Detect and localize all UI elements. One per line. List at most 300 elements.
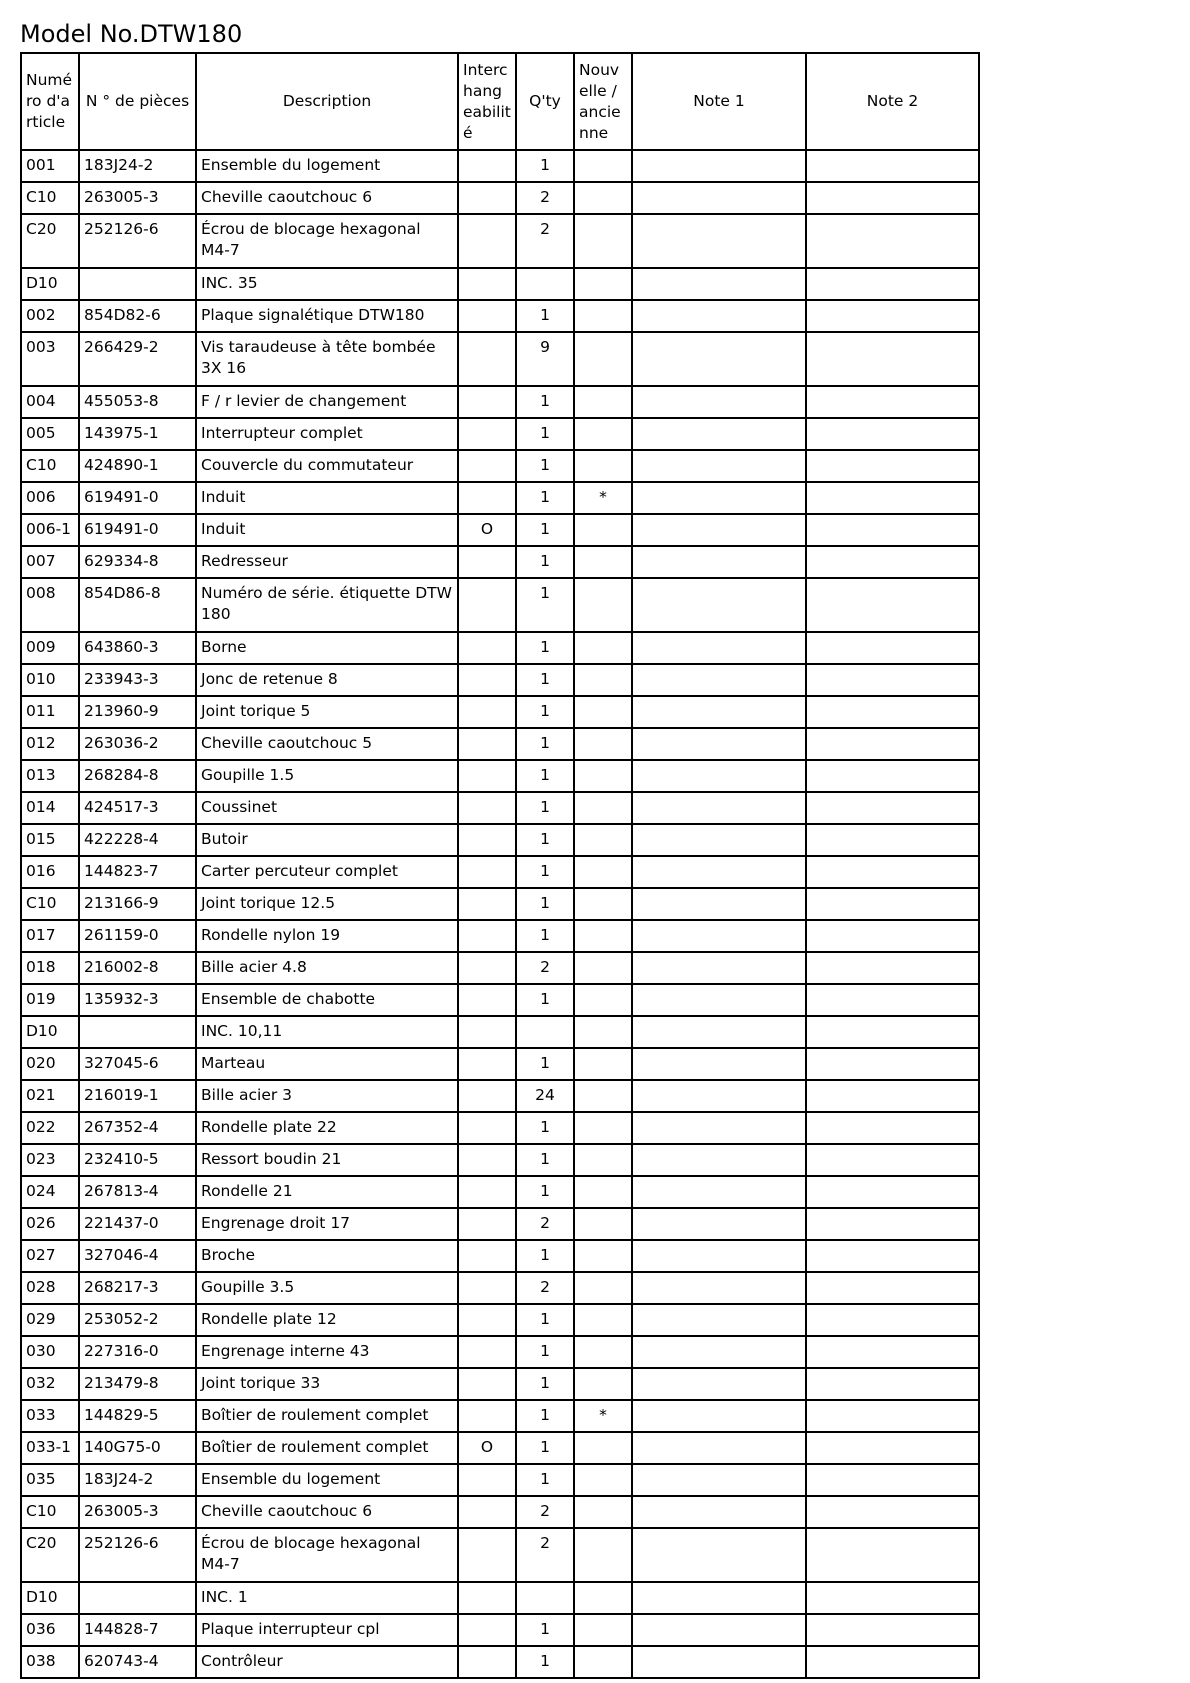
cell-quantity: 1: [516, 150, 574, 182]
cell-note-2: [806, 1432, 979, 1464]
cell-note-1: [632, 300, 806, 332]
cell-interchangeability: [458, 300, 516, 332]
cell-item-number: 005: [21, 418, 79, 450]
cell-interchangeability: [458, 696, 516, 728]
cell-item-number: 001: [21, 150, 79, 182]
table-row: [21, 1400, 979, 1432]
cell-item-number: D10: [21, 1016, 79, 1048]
cell-new-old: [574, 760, 632, 792]
cell-part-number: 252126-6: [79, 1528, 196, 1582]
cell-description: Boîtier de roulement complet: [196, 1432, 458, 1464]
header-part-number: N ° de pièces: [79, 53, 196, 150]
cell-note-1: [632, 824, 806, 856]
table-row: [21, 214, 979, 268]
cell-note-2: [806, 332, 979, 386]
table-row: [21, 1240, 979, 1272]
cell-note-2: [806, 728, 979, 760]
table-row: [21, 1112, 979, 1144]
cell-quantity: 1: [516, 824, 574, 856]
cell-description: Vis taraudeuse à tête bombée 3X 16: [196, 332, 458, 386]
table-row: [21, 1432, 979, 1464]
cell-new-old: [574, 1208, 632, 1240]
cell-new-old: [574, 300, 632, 332]
cell-item-number: 006-1: [21, 514, 79, 546]
cell-note-2: [806, 760, 979, 792]
cell-note-1: [632, 450, 806, 482]
cell-new-old: [574, 1112, 632, 1144]
cell-note-1: [632, 632, 806, 664]
cell-item-number: 030: [21, 1336, 79, 1368]
cell-part-number: 135932-3: [79, 984, 196, 1016]
cell-item-number: 019: [21, 984, 79, 1016]
cell-note-2: [806, 1368, 979, 1400]
cell-new-old: [574, 332, 632, 386]
table-row: [21, 546, 979, 578]
cell-quantity: 1: [516, 450, 574, 482]
cell-part-number: 143975-1: [79, 418, 196, 450]
cell-interchangeability: [458, 920, 516, 952]
cell-description: Engrenage interne 43: [196, 1336, 458, 1368]
cell-note-1: [632, 1112, 806, 1144]
cell-note-1: [632, 664, 806, 696]
cell-interchangeability: [458, 482, 516, 514]
table-row: [21, 952, 979, 984]
cell-description: Rondelle plate 12: [196, 1304, 458, 1336]
cell-interchangeability: [458, 1176, 516, 1208]
cell-description: INC. 1: [196, 1582, 458, 1614]
cell-note-2: [806, 1272, 979, 1304]
cell-note-1: [632, 920, 806, 952]
cell-note-1: [632, 1016, 806, 1048]
cell-description: Induit: [196, 514, 458, 546]
cell-note-2: [806, 792, 979, 824]
cell-item-number: 006: [21, 482, 79, 514]
table-row: [21, 920, 979, 952]
cell-part-number: 140G75-0: [79, 1432, 196, 1464]
cell-description: Borne: [196, 632, 458, 664]
cell-new-old: [574, 1368, 632, 1400]
cell-interchangeability: [458, 1464, 516, 1496]
cell-item-number: 011: [21, 696, 79, 728]
cell-note-2: [806, 1176, 979, 1208]
cell-description: Ensemble du logement: [196, 150, 458, 182]
cell-quantity: 2: [516, 1496, 574, 1528]
cell-description: Interrupteur complet: [196, 418, 458, 450]
cell-note-2: [806, 300, 979, 332]
cell-quantity: 24: [516, 1080, 574, 1112]
cell-part-number: 267352-4: [79, 1112, 196, 1144]
cell-item-number: 027: [21, 1240, 79, 1272]
cell-new-old: [574, 1240, 632, 1272]
cell-note-2: [806, 696, 979, 728]
cell-note-2: [806, 1112, 979, 1144]
cell-description: Coussinet: [196, 792, 458, 824]
cell-interchangeability: [458, 386, 516, 418]
cell-item-number: 029: [21, 1304, 79, 1336]
cell-note-1: [632, 150, 806, 182]
cell-new-old: [574, 952, 632, 984]
cell-description: Écrou de blocage hexagonal M4-7: [196, 214, 458, 268]
cell-part-number: 183J24-2: [79, 1464, 196, 1496]
cell-part-number: 253052-2: [79, 1304, 196, 1336]
table-row: [21, 482, 979, 514]
cell-note-1: [632, 1048, 806, 1080]
cell-item-number: D10: [21, 268, 79, 300]
cell-part-number: 252126-6: [79, 214, 196, 268]
cell-interchangeability: [458, 984, 516, 1016]
cell-item-number: 028: [21, 1272, 79, 1304]
cell-interchangeability: [458, 952, 516, 984]
cell-interchangeability: O: [458, 514, 516, 546]
cell-interchangeability: [458, 1272, 516, 1304]
cell-note-2: [806, 1528, 979, 1582]
cell-note-2: [806, 856, 979, 888]
cell-note-1: [632, 1614, 806, 1646]
table-row: [21, 386, 979, 418]
cell-note-2: [806, 546, 979, 578]
cell-description: INC. 10,11: [196, 1016, 458, 1048]
cell-new-old: [574, 1272, 632, 1304]
page-title: Model No.DTW180: [20, 20, 243, 48]
cell-interchangeability: [458, 1048, 516, 1080]
cell-quantity: 1: [516, 920, 574, 952]
cell-quantity: 1: [516, 1464, 574, 1496]
cell-quantity: 1: [516, 1144, 574, 1176]
cell-interchangeability: [458, 578, 516, 632]
cell-interchangeability: O: [458, 1432, 516, 1464]
cell-interchangeability: [458, 1582, 516, 1614]
cell-part-number: 268217-3: [79, 1272, 196, 1304]
cell-item-number: 014: [21, 792, 79, 824]
cell-new-old: [574, 214, 632, 268]
cell-quantity: 1: [516, 1304, 574, 1336]
cell-item-number: 015: [21, 824, 79, 856]
cell-description: Contrôleur: [196, 1646, 458, 1678]
cell-quantity: 2: [516, 1208, 574, 1240]
cell-interchangeability: [458, 182, 516, 214]
cell-new-old: [574, 984, 632, 1016]
cell-interchangeability: [458, 824, 516, 856]
table-row: [21, 1144, 979, 1176]
table-row: [21, 888, 979, 920]
cell-interchangeability: [458, 632, 516, 664]
cell-note-1: [632, 332, 806, 386]
cell-note-2: [806, 214, 979, 268]
cell-interchangeability: [458, 1528, 516, 1582]
cell-new-old: [574, 696, 632, 728]
cell-quantity: 2: [516, 182, 574, 214]
cell-quantity: 1: [516, 728, 574, 760]
cell-part-number: 144828-7: [79, 1614, 196, 1646]
cell-note-2: [806, 920, 979, 952]
cell-note-2: [806, 664, 979, 696]
cell-new-old: [574, 1304, 632, 1336]
cell-part-number: 422228-4: [79, 824, 196, 856]
cell-quantity: 2: [516, 1272, 574, 1304]
cell-part-number: 327046-4: [79, 1240, 196, 1272]
cell-description: Rondelle 21: [196, 1176, 458, 1208]
cell-description: Butoir: [196, 824, 458, 856]
cell-note-2: [806, 1048, 979, 1080]
cell-note-2: [806, 632, 979, 664]
cell-item-number: C10: [21, 888, 79, 920]
cell-note-1: [632, 1496, 806, 1528]
cell-item-number: C20: [21, 214, 79, 268]
cell-quantity: 1: [516, 418, 574, 450]
cell-note-2: [806, 268, 979, 300]
cell-interchangeability: [458, 150, 516, 182]
table-row: [21, 984, 979, 1016]
cell-quantity: 1: [516, 664, 574, 696]
cell-note-1: [632, 1304, 806, 1336]
cell-note-2: [806, 1144, 979, 1176]
cell-interchangeability: [458, 760, 516, 792]
cell-description: F / r levier de changement: [196, 386, 458, 418]
table-row: [21, 696, 979, 728]
cell-note-1: [632, 386, 806, 418]
cell-quantity: 1: [516, 1368, 574, 1400]
cell-quantity: 1: [516, 1240, 574, 1272]
cell-item-number: 012: [21, 728, 79, 760]
cell-quantity: 1: [516, 696, 574, 728]
cell-description: Rondelle nylon 19: [196, 920, 458, 952]
table-row: [21, 1176, 979, 1208]
cell-new-old: [574, 418, 632, 450]
cell-part-number: 216002-8: [79, 952, 196, 984]
cell-item-number: 033: [21, 1400, 79, 1432]
table-row: [21, 1048, 979, 1080]
cell-note-2: [806, 1496, 979, 1528]
cell-new-old: [574, 856, 632, 888]
cell-part-number: 263005-3: [79, 182, 196, 214]
cell-quantity: 1: [516, 386, 574, 418]
table-row: [21, 632, 979, 664]
cell-note-2: [806, 578, 979, 632]
parts-table: [20, 52, 980, 1679]
cell-item-number: 016: [21, 856, 79, 888]
cell-quantity: 1: [516, 984, 574, 1016]
cell-new-old: [574, 1336, 632, 1368]
table-body: [21, 150, 979, 1678]
table-row: [21, 664, 979, 696]
cell-new-old: [574, 1432, 632, 1464]
cell-note-2: [806, 952, 979, 984]
cell-part-number: [79, 1582, 196, 1614]
cell-note-2: [806, 1582, 979, 1614]
cell-part-number: 213166-9: [79, 888, 196, 920]
cell-description: Cheville caoutchouc 6: [196, 1496, 458, 1528]
cell-note-1: [632, 1240, 806, 1272]
cell-description: Plaque interrupteur cpl: [196, 1614, 458, 1646]
cell-interchangeability: [458, 1368, 516, 1400]
cell-note-1: [632, 1528, 806, 1582]
cell-part-number: 267813-4: [79, 1176, 196, 1208]
cell-note-2: [806, 386, 979, 418]
cell-description: Broche: [196, 1240, 458, 1272]
cell-part-number: 629334-8: [79, 546, 196, 578]
cell-interchangeability: [458, 268, 516, 300]
cell-item-number: 022: [21, 1112, 79, 1144]
cell-quantity: 1: [516, 1048, 574, 1080]
cell-quantity: 1: [516, 1336, 574, 1368]
table-row: [21, 760, 979, 792]
header-description: Description: [196, 53, 458, 150]
cell-description: Goupille 1.5: [196, 760, 458, 792]
cell-description: Ensemble de chabotte: [196, 984, 458, 1016]
cell-note-1: [632, 1368, 806, 1400]
cell-quantity: 1: [516, 1112, 574, 1144]
table-row: [21, 856, 979, 888]
cell-new-old: [574, 664, 632, 696]
header-item-number: Numé ro d'a rticle: [21, 53, 79, 150]
cell-note-2: [806, 888, 979, 920]
cell-part-number: 213479-8: [79, 1368, 196, 1400]
cell-interchangeability: [458, 546, 516, 578]
cell-interchangeability: [458, 792, 516, 824]
cell-description: Joint torique 5: [196, 696, 458, 728]
cell-item-number: 004: [21, 386, 79, 418]
cell-interchangeability: [458, 418, 516, 450]
cell-part-number: 261159-0: [79, 920, 196, 952]
cell-note-1: [632, 268, 806, 300]
cell-quantity: 1: [516, 546, 574, 578]
cell-quantity: 1: [516, 856, 574, 888]
cell-quantity: 2: [516, 214, 574, 268]
cell-description: Ensemble du logement: [196, 1464, 458, 1496]
table-row: [21, 1368, 979, 1400]
cell-item-number: 018: [21, 952, 79, 984]
table-row: [21, 150, 979, 182]
table-row: [21, 1272, 979, 1304]
cell-item-number: 035: [21, 1464, 79, 1496]
table-row: [21, 728, 979, 760]
cell-quantity: 1: [516, 1176, 574, 1208]
table-row: [21, 824, 979, 856]
cell-note-1: [632, 728, 806, 760]
table-row: [21, 450, 979, 482]
header-quantity: Q'ty: [516, 53, 574, 150]
cell-item-number: C10: [21, 182, 79, 214]
cell-note-2: [806, 824, 979, 856]
table-row: [21, 332, 979, 386]
cell-note-1: [632, 792, 806, 824]
cell-interchangeability: [458, 1614, 516, 1646]
table-row: [21, 1646, 979, 1678]
cell-interchangeability: [458, 1496, 516, 1528]
cell-quantity: 2: [516, 1528, 574, 1582]
cell-item-number: 026: [21, 1208, 79, 1240]
cell-part-number: [79, 268, 196, 300]
cell-item-number: 003: [21, 332, 79, 386]
cell-part-number: 619491-0: [79, 514, 196, 546]
cell-new-old: [574, 1614, 632, 1646]
cell-new-old: [574, 1048, 632, 1080]
cell-new-old: [574, 268, 632, 300]
cell-item-number: 021: [21, 1080, 79, 1112]
table-row: [21, 268, 979, 300]
cell-item-number: 020: [21, 1048, 79, 1080]
header-note-2: Note 2: [806, 53, 979, 150]
cell-item-number: 008: [21, 578, 79, 632]
cell-note-1: [632, 482, 806, 514]
cell-new-old: [574, 386, 632, 418]
cell-part-number: 233943-3: [79, 664, 196, 696]
cell-note-2: [806, 1016, 979, 1048]
table-row: [21, 578, 979, 632]
cell-note-1: [632, 1144, 806, 1176]
table-header-row: [21, 53, 979, 150]
cell-note-1: [632, 1464, 806, 1496]
cell-new-old: [574, 888, 632, 920]
cell-new-old: [574, 1144, 632, 1176]
cell-interchangeability: [458, 1304, 516, 1336]
cell-interchangeability: [458, 1400, 516, 1432]
header-interchangeability: Interc hang eabilit é: [458, 53, 516, 150]
cell-item-number: 017: [21, 920, 79, 952]
cell-note-2: [806, 1336, 979, 1368]
cell-description: Numéro de série. étiquette DTW 180: [196, 578, 458, 632]
cell-quantity: 1: [516, 1432, 574, 1464]
cell-quantity: 1: [516, 1400, 574, 1432]
cell-description: Cheville caoutchouc 5: [196, 728, 458, 760]
cell-note-1: [632, 856, 806, 888]
cell-note-1: [632, 1336, 806, 1368]
cell-interchangeability: [458, 664, 516, 696]
table-row: [21, 300, 979, 332]
table-row: [21, 1528, 979, 1582]
cell-interchangeability: [458, 728, 516, 760]
cell-quantity: [516, 1582, 574, 1614]
cell-item-number: 036: [21, 1614, 79, 1646]
cell-quantity: [516, 1016, 574, 1048]
cell-note-2: [806, 1208, 979, 1240]
cell-part-number: 268284-8: [79, 760, 196, 792]
cell-item-number: D10: [21, 1582, 79, 1614]
cell-note-1: [632, 1582, 806, 1614]
cell-part-number: 854D86-8: [79, 578, 196, 632]
cell-note-2: [806, 1614, 979, 1646]
cell-note-1: [632, 1400, 806, 1432]
cell-item-number: 002: [21, 300, 79, 332]
cell-note-2: [806, 450, 979, 482]
cell-interchangeability: [458, 1080, 516, 1112]
table-row: [21, 1614, 979, 1646]
cell-new-old: [574, 546, 632, 578]
cell-part-number: 266429-2: [79, 332, 196, 386]
cell-note-2: [806, 1464, 979, 1496]
cell-note-2: [806, 1646, 979, 1678]
cell-description: Bille acier 4.8: [196, 952, 458, 984]
cell-part-number: 221437-0: [79, 1208, 196, 1240]
cell-item-number: 007: [21, 546, 79, 578]
cell-part-number: 424517-3: [79, 792, 196, 824]
cell-note-2: [806, 514, 979, 546]
table-row: [21, 1080, 979, 1112]
cell-new-old: [574, 1496, 632, 1528]
cell-part-number: 144829-5: [79, 1400, 196, 1432]
cell-quantity: 9: [516, 332, 574, 386]
cell-description: Ressort boudin 21: [196, 1144, 458, 1176]
cell-item-number: C10: [21, 1496, 79, 1528]
cell-interchangeability: [458, 1240, 516, 1272]
table-row: [21, 1208, 979, 1240]
cell-new-old: [574, 578, 632, 632]
cell-part-number: 327045-6: [79, 1048, 196, 1080]
cell-description: Couvercle du commutateur: [196, 450, 458, 482]
cell-interchangeability: [458, 856, 516, 888]
cell-quantity: 1: [516, 514, 574, 546]
table-row: [21, 1304, 979, 1336]
